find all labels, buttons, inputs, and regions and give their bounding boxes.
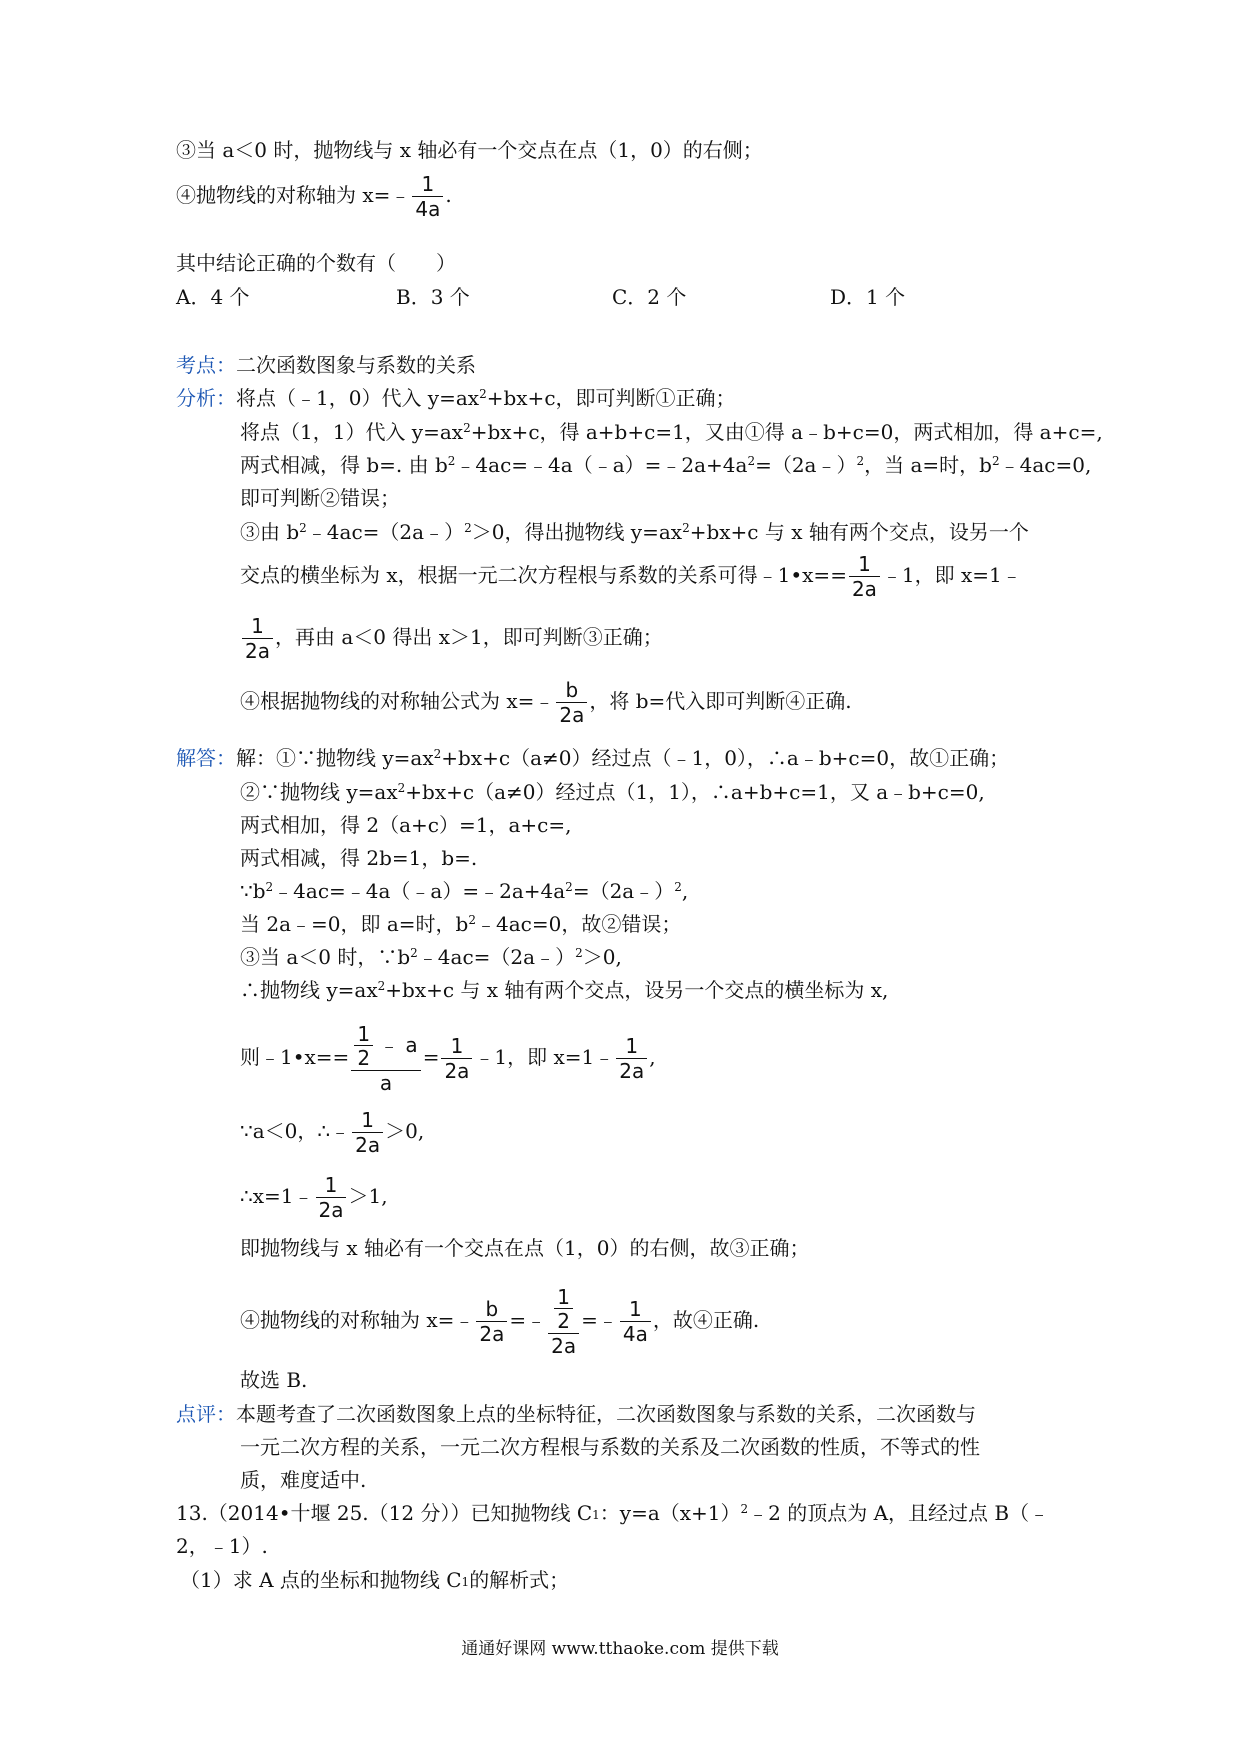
analysis-line-2: 将点（1，1）代入 $y=ax^2+bx+c$，得 a+b+c=1，又由①得 a﹣b+c=0，两式相加，得 a+c=, xyxy=(240,420,1103,444)
fraction-1-over-2: $\frac{1}{2}$ xyxy=(554,1286,573,1333)
solution-line-1: 解答：解：①∵抛物线 $y=ax^2+bx+c(a\ne 0)$经过点（﹣1，0），∴a﹣b+c=0，故①正确； xyxy=(176,746,1010,770)
solution-line-11: ∴x=1﹣ $\frac{1}{2a}$ ＞1, xyxy=(240,1173,388,1222)
jieda-label: 解答： xyxy=(176,746,236,770)
solution-line-5: $\because b^2﹣4ac=﹣4a(﹣a)=﹣2a+4a^2=(2a﹣)^2$, xyxy=(240,879,689,903)
analysis-line-6: 交点的横坐标为 x，根据一元二次方程根与系数的关系可得﹣1•x== $\frac{1}{2a}$ ﹣1，即 x=1﹣ xyxy=(240,552,1022,601)
fraction-1-over-2a: $\frac{1}{2a}$ xyxy=(441,1034,472,1083)
analysis-line-1: 分析：将点（﹣1，0）代入 $y=ax^2+bx+c$，即可判断①正确； xyxy=(176,386,736,410)
option-4: ④抛物线的对称轴为 x=﹣ $\frac{1}{4a}$ . xyxy=(176,172,452,221)
solution-line-8: ∴抛物线 $y=ax^2+bx+c$ 与 x 轴有两个交点，设另一个交点的横坐标为 x, xyxy=(240,978,889,1002)
solution-line-6: 当 2a﹣=0，即 a=时，$b^2﹣4ac=0$，故②错误； xyxy=(240,912,682,936)
analysis-line-8: ④根据抛物线的对称轴公式为 x=﹣ $\frac{b}{2a}$ ，将 b=代入即可判断④正确. xyxy=(240,678,852,727)
page-footer: 通通好课网 www.tthaoke.com 提供下载 xyxy=(461,1639,779,1659)
analysis-line-5: ③由 $b^2﹣4ac=(2a﹣)^2>0$，得出抛物线 $y=ax^2+bx+c$ 与 x 轴有两个交点，设另一个 xyxy=(240,520,1029,544)
fraction-b-over-2a: $\frac{b}{2a}$ xyxy=(556,678,587,727)
q13-line-2: 2，﹣1）. xyxy=(176,1534,268,1558)
analysis-line-7: $\frac{1}{2a}$ ，再由 a＜0 得出 x＞1，即可判断③正确； xyxy=(240,614,663,663)
comment-line-3: 质，难度适中. xyxy=(240,1468,367,1492)
complex-fraction-half-over-2a: $\frac{\frac{1}{2}}{2a}$ xyxy=(548,1286,579,1358)
kaodian-label: 考点： xyxy=(176,353,236,377)
solution-line-12: 即抛物线与 x 轴必有一个交点在点（1，0）的右侧，故③正确； xyxy=(240,1236,810,1260)
fraction-1-over-2: $\frac{1}{2}$ xyxy=(354,1023,373,1070)
solution-line-13: ④抛物线的对称轴为 x=﹣ $\frac{b}{2a}$ =﹣ $\frac{\frac{1}{2}}{2a}$ =﹣ $\frac{1}{4a}$ ，故④正确. xyxy=(240,1284,760,1358)
solution-line-4: 两式相减，得 2b=1，b=. xyxy=(240,846,478,870)
fraction-1-over-4a: $\frac{1}{4a}$ xyxy=(620,1297,651,1346)
q13-line-3: （1）求 A 点的坐标和抛物线 $C_1$的解析式； xyxy=(180,1568,570,1592)
fraction-1-over-2a: $\frac{1}{2a}$ xyxy=(242,614,273,663)
solution-line-2: ②∵抛物线 $y=ax^2+bx+c(a\ne 0)$经过点（1，1），∴a+b+c=1，又 a﹣b+c=0, xyxy=(240,780,985,804)
fraction-b-over-2a: $\frac{b}{2a}$ xyxy=(476,1297,507,1346)
solution-line-9: 则﹣1•x== $\frac{1}{2}$ ﹣ a a = $\frac{1}{2a}$ ﹣1，即 x=1﹣ $\frac{1}{2a}$ , xyxy=(240,1021,656,1095)
fenxi-label: 分析： xyxy=(176,386,236,410)
kaodian-line: 考点：二次函数图象与系数的关系 xyxy=(176,353,476,377)
choice-a: A．4 个 xyxy=(176,285,250,309)
fraction-1-over-2a: $\frac{1}{2a}$ xyxy=(352,1108,383,1157)
option-3: ③当 a＜0 时，抛物线与 x 轴必有一个交点在点（1，0）的右侧； xyxy=(176,138,763,162)
solution-line-7: ③当 a＜0 时，$\because b^2﹣4ac=(2a﹣)^2>0$, xyxy=(240,945,622,969)
comment-line-1: 点评：本题考查了二次函数图象上点的坐标特征，二次函数图象与系数的关系，二次函数与 xyxy=(176,1402,976,1426)
fraction-1-over-2a: $\frac{1}{2a}$ xyxy=(316,1173,347,1222)
solution-line-3: 两式相加，得 2（a+c）=1，a+c=, xyxy=(240,813,572,837)
q13-line-1: 13.（2014•十堰 25.（12 分））已知抛物线 $C_1$：$y=a(x+1)^2﹣2$ 的顶点为 A，且经过点 B（﹣ xyxy=(176,1501,1050,1525)
solution-line-14: 故选 B. xyxy=(240,1368,308,1392)
choice-c: C．2 个 xyxy=(612,285,687,309)
analysis-line-4: 即可判断②错误； xyxy=(240,486,400,510)
fraction-1-over-2a: $\frac{1}{2a}$ xyxy=(616,1034,647,1083)
complex-fraction: $\frac{1}{2}$ ﹣ a a xyxy=(351,1023,420,1095)
choice-d: D．1 个 xyxy=(830,285,906,309)
analysis-line-3: 两式相减，得 b=. 由 $b^2﹣4ac=﹣4a(﹣a)=﹣2a+4a^2=(2a﹣)^2$，当 a=时，$b^2﹣4ac=0$, xyxy=(240,453,1092,477)
fraction-1-over-4a: $\frac{1}{4a}$ xyxy=(412,172,443,221)
dianping-label: 点评： xyxy=(176,1402,236,1426)
solution-line-10: ∵a＜0，∴﹣ $\frac{1}{2a}$ ＞0, xyxy=(240,1108,425,1157)
question-prompt: 其中结论正确的个数有（ ） xyxy=(176,251,456,275)
fraction-1-over-2a: $\frac{1}{2a}$ xyxy=(849,552,880,601)
choice-b: B．3 个 xyxy=(396,285,470,309)
comment-line-2: 一元二次方程的关系，一元二次方程根与系数的关系及二次函数的性质，不等式的性 xyxy=(240,1435,980,1459)
